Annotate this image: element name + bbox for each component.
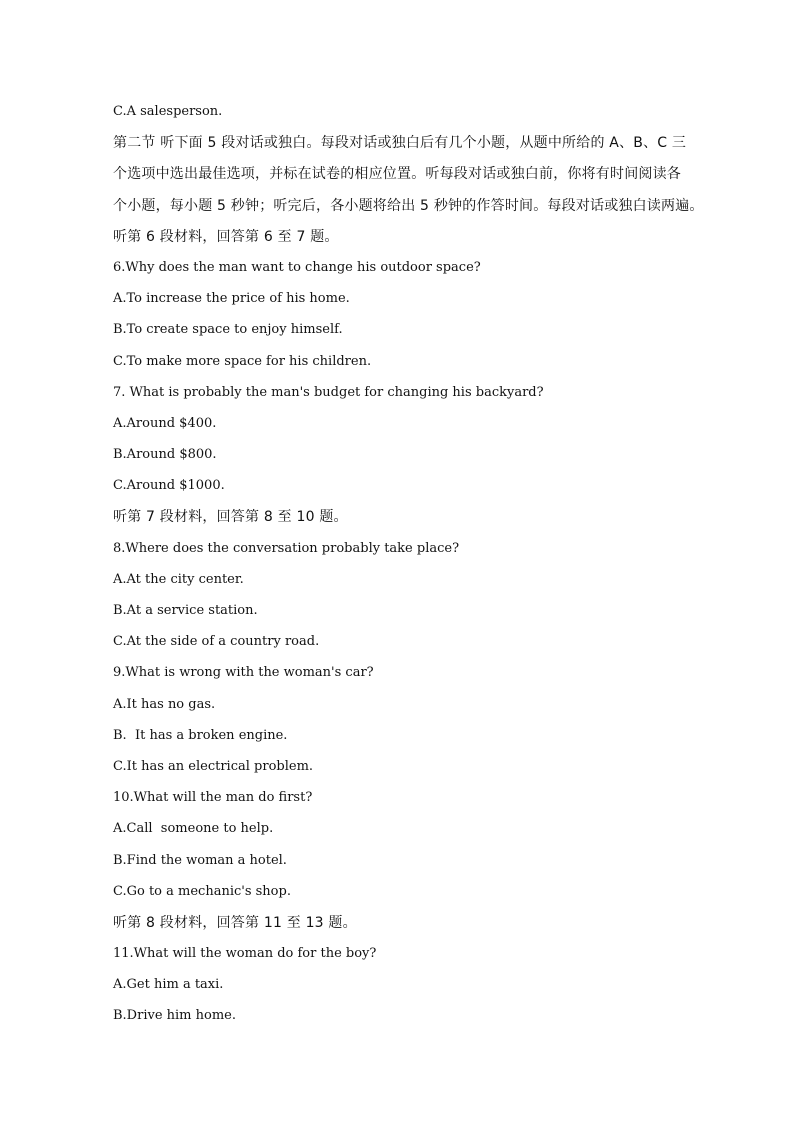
material-heading: 听第 6 段材料，回答第 6 至 7 题。	[113, 228, 339, 245]
question: 11.What will the woman do for the boy?	[113, 946, 377, 962]
question: 10.What will the man do first?	[113, 790, 313, 806]
answer-option: C.To make more space for his children.	[113, 353, 372, 369]
section-instructions-line-2: 个选项中选出最佳选项，并标在试卷的相应位置。听每段对话或独白前，你将有时间阅读各	[113, 166, 681, 183]
question: 7. What is probably the man's budget for changing his backyard?	[113, 384, 544, 400]
answer-option: A.Call someone to help.	[113, 821, 274, 837]
answer-option: A.At the city center.	[113, 571, 244, 587]
material-heading: 听第 8 段材料，回答第 11 至 13 题。	[113, 914, 357, 931]
material-heading: 听第 7 段材料，回答第 8 至 10 题。	[113, 509, 348, 526]
answer-option: B.Around $800.	[113, 447, 217, 463]
answer-option: B. It has a broken engine.	[113, 727, 288, 743]
document-body	[113, 101, 704, 1037]
answer-option: A.It has no gas.	[113, 696, 216, 712]
answer-option: C.It has an electrical problem.	[113, 758, 314, 774]
answer-option: C.Go to a mechanic's shop.	[113, 883, 291, 899]
answer-option: C.At the side of a country road.	[113, 634, 320, 650]
answer-option: B.To create space to enjoy himself.	[113, 322, 343, 338]
question: 9.What is wrong with the woman's car?	[113, 665, 374, 681]
answer-option: A.Around $400.	[113, 415, 217, 431]
answer-option: C.Around $1000.	[113, 478, 225, 494]
answer-option: B.Find the woman a hotel.	[113, 852, 287, 868]
answer-option: B.At a service station.	[113, 603, 258, 618]
question: 6.Why does the man want to change his outdoor space?	[113, 259, 481, 275]
section-instructions-line-3: 个小题，每小题 5 秒钟；听完后，各小题将给出 5 秒钟的作答时间。每段对话或独白读两遍。	[113, 197, 704, 214]
answer-option: B.Drive him home.	[113, 1008, 236, 1024]
answer-option: C.A salesperson.	[113, 104, 223, 119]
section-instructions-line-1: 第二节 听下面 5 段对话或独白。每段对话或独白后有几个小题，从题中所给的 A、B、C 三	[113, 135, 687, 152]
question: 8.Where does the conversation probably take place?	[113, 540, 460, 556]
answer-option: A.To increase the price of his home.	[113, 291, 350, 307]
answer-option: A.Get him a taxi.	[113, 977, 224, 993]
